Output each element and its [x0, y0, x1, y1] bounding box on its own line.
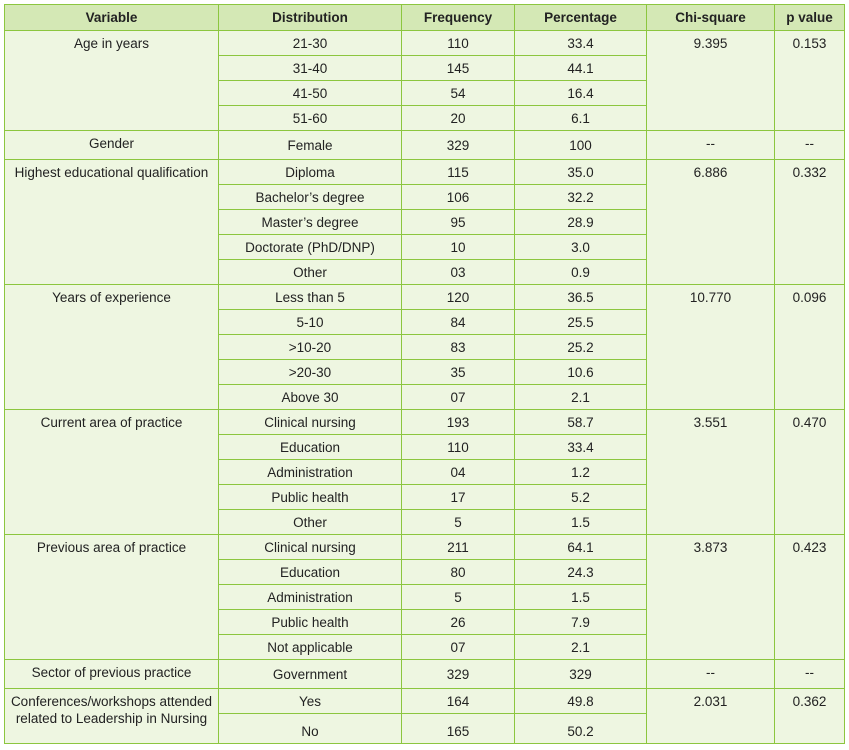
frequency-cell: 211 — [402, 535, 515, 560]
chi-square-cell: 6.886 — [647, 160, 775, 285]
distribution-cell: Public health — [219, 610, 402, 635]
distribution-cell: No — [219, 714, 402, 744]
distribution-cell: Administration — [219, 460, 402, 485]
distribution-cell: Administration — [219, 585, 402, 610]
p-value-cell: 0.153 — [775, 31, 845, 131]
frequency-cell: 35 — [402, 360, 515, 385]
frequency-cell: 04 — [402, 460, 515, 485]
table-row — [5, 535, 845, 560]
frequency-cell: 07 — [402, 385, 515, 410]
percentage-cell: 1.5 — [515, 510, 647, 535]
frequency-cell: 5 — [402, 510, 515, 535]
distribution-cell: Doctorate (PhD/DNP) — [219, 235, 402, 260]
percentage-cell: 100 — [515, 131, 647, 160]
frequency-cell: 26 — [402, 610, 515, 635]
header-chi-square: Chi-square — [647, 5, 775, 31]
variable-cell: Gender — [5, 131, 219, 160]
frequency-cell: 20 — [402, 106, 515, 131]
percentage-cell: 36.5 — [515, 285, 647, 310]
frequency-cell: 165 — [402, 714, 515, 744]
distribution-cell: Education — [219, 435, 402, 460]
distribution-cell: Clinical nursing — [219, 410, 402, 435]
distribution-cell: Above 30 — [219, 385, 402, 410]
chi-square-cell: 2.031 — [647, 689, 775, 744]
percentage-cell: 3.0 — [515, 235, 647, 260]
distribution-cell: Bachelor’s degree — [219, 185, 402, 210]
p-value-cell: 0.362 — [775, 689, 845, 744]
frequency-cell: 10 — [402, 235, 515, 260]
table-row — [5, 689, 845, 714]
percentage-cell: 58.7 — [515, 410, 647, 435]
frequency-cell: 145 — [402, 56, 515, 81]
table-row — [5, 160, 845, 185]
distribution-cell: Other — [219, 260, 402, 285]
table-header — [5, 5, 845, 31]
variable-cell: Age in years — [5, 31, 219, 131]
header-row — [5, 5, 845, 31]
frequency-cell: 106 — [402, 185, 515, 210]
frequency-cell: 115 — [402, 160, 515, 185]
variable-cell: Current area of practice — [5, 410, 219, 535]
frequency-cell: 5 — [402, 585, 515, 610]
table-row — [5, 31, 845, 56]
distribution-cell: Government — [219, 660, 402, 689]
frequency-cell: 164 — [402, 689, 515, 714]
table-row — [5, 660, 845, 689]
distribution-cell: Other — [219, 510, 402, 535]
frequency-cell: 80 — [402, 560, 515, 585]
percentage-cell: 33.4 — [515, 31, 647, 56]
frequency-cell: 17 — [402, 485, 515, 510]
variable-cell: Sector of previous practice — [5, 660, 219, 689]
p-value-cell: 0.423 — [775, 535, 845, 660]
chi-square-cell: 3.873 — [647, 535, 775, 660]
frequency-cell: 07 — [402, 635, 515, 660]
frequency-cell: 110 — [402, 31, 515, 56]
percentage-cell: 49.8 — [515, 689, 647, 714]
p-value-cell: 0.332 — [775, 160, 845, 285]
distribution-cell: 51-60 — [219, 106, 402, 131]
header-p-value: p value — [775, 5, 845, 31]
frequency-cell: 84 — [402, 310, 515, 335]
distribution-cell: Female — [219, 131, 402, 160]
header-frequency: Frequency — [402, 5, 515, 31]
percentage-cell: 50.2 — [515, 714, 647, 744]
variable-cell: Previous area of practice — [5, 535, 219, 660]
table-row — [5, 285, 845, 310]
frequency-cell: 329 — [402, 660, 515, 689]
frequency-cell: 95 — [402, 210, 515, 235]
p-value-cell: 0.096 — [775, 285, 845, 410]
frequency-cell: 329 — [402, 131, 515, 160]
variable-cell: Conferences/workshops attended related to Leadership in Nursing — [5, 689, 219, 744]
table-row — [5, 131, 845, 160]
percentage-cell: 2.1 — [515, 635, 647, 660]
percentage-cell: 16.4 — [515, 81, 647, 106]
distribution-cell: Less than 5 — [219, 285, 402, 310]
p-value-cell: 0.470 — [775, 410, 845, 535]
distribution-cell: Master’s degree — [219, 210, 402, 235]
table-body — [5, 31, 845, 744]
distribution-cell: >20-30 — [219, 360, 402, 385]
frequency-cell: 110 — [402, 435, 515, 460]
table-row — [5, 410, 845, 435]
frequency-cell: 54 — [402, 81, 515, 106]
distribution-cell: Public health — [219, 485, 402, 510]
distribution-cell: Yes — [219, 689, 402, 714]
distribution-cell: 31-40 — [219, 56, 402, 81]
percentage-cell: 32.2 — [515, 185, 647, 210]
percentage-cell: 35.0 — [515, 160, 647, 185]
percentage-cell: 1.2 — [515, 460, 647, 485]
distribution-cell: Education — [219, 560, 402, 585]
percentage-cell: 33.4 — [515, 435, 647, 460]
percentage-cell: 25.5 — [515, 310, 647, 335]
percentage-cell: 25.2 — [515, 335, 647, 360]
distribution-cell: 21-30 — [219, 31, 402, 56]
chi-square-cell: -- — [647, 660, 775, 689]
percentage-cell: 329 — [515, 660, 647, 689]
chi-square-cell: 10.770 — [647, 285, 775, 410]
percentage-cell: 44.1 — [515, 56, 647, 81]
percentage-cell: 64.1 — [515, 535, 647, 560]
percentage-cell: 24.3 — [515, 560, 647, 585]
percentage-cell: 0.9 — [515, 260, 647, 285]
distribution-cell: 41-50 — [219, 81, 402, 106]
percentage-cell: 7.9 — [515, 610, 647, 635]
percentage-cell: 5.2 — [515, 485, 647, 510]
percentage-cell: 28.9 — [515, 210, 647, 235]
header-variable: Variable — [5, 5, 219, 31]
frequency-cell: 120 — [402, 285, 515, 310]
p-value-cell: -- — [775, 131, 845, 160]
chi-square-cell: 3.551 — [647, 410, 775, 535]
chi-square-cell: 9.395 — [647, 31, 775, 131]
demographics-table — [4, 4, 845, 744]
p-value-cell: -- — [775, 660, 845, 689]
percentage-cell: 6.1 — [515, 106, 647, 131]
distribution-cell: Clinical nursing — [219, 535, 402, 560]
distribution-cell: Not applicable — [219, 635, 402, 660]
header-distribution: Distribution — [219, 5, 402, 31]
chi-square-cell: -- — [647, 131, 775, 160]
variable-cell: Highest educational qualification — [5, 160, 219, 285]
distribution-cell: Diploma — [219, 160, 402, 185]
distribution-cell: >10-20 — [219, 335, 402, 360]
variable-cell: Years of experience — [5, 285, 219, 410]
header-percentage: Percentage — [515, 5, 647, 31]
percentage-cell: 2.1 — [515, 385, 647, 410]
frequency-cell: 83 — [402, 335, 515, 360]
frequency-cell: 03 — [402, 260, 515, 285]
distribution-cell: 5-10 — [219, 310, 402, 335]
frequency-cell: 193 — [402, 410, 515, 435]
percentage-cell: 10.6 — [515, 360, 647, 385]
percentage-cell: 1.5 — [515, 585, 647, 610]
